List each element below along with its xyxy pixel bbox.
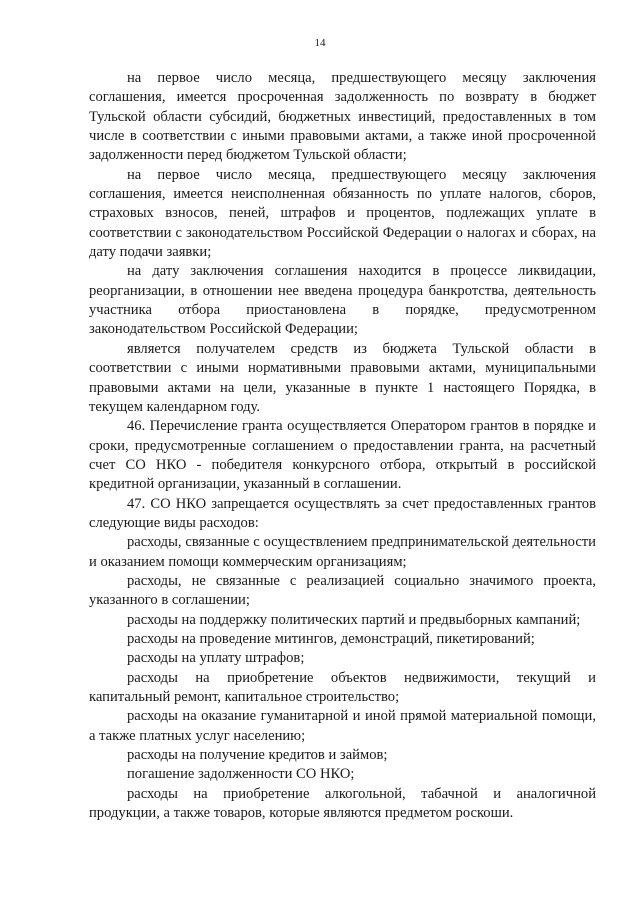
- paragraph-unpaid-taxes: на первое число месяца, предшествующего месяцу заключения соглашения, имеется неисполненная обязанность по уплате налогов, сборов, страховых взносов, пеней, штрафов и процентов, подлежащих уплате в соответствии с законодательством Российской Федерации о налогах и сборах, на дату подачи заявки;: [89, 166, 596, 261]
- paragraph-clause-47: 47. СО НКО запрещается осуществлять за счет предоставленных грантов следующие виды расходов:: [89, 495, 596, 531]
- paragraph-overdue-debt: на первое число месяца, предшествующего месяцу заключения соглашения, имеется просроченная задолженность по возврату в бюджет Тульской области субсидий, бюджетных инвестиций, предоставленных в том числе в соответствии с иными правовыми актами, а также иной просроченной задолженности перед бюджетом Тульской области;: [89, 70, 596, 164]
- page-number: 14: [314, 37, 326, 49]
- list-item-debt-repayment: погашение задолженности СО НКО;: [127, 766, 355, 783]
- list-item-political-support: расходы на поддержку политических партий и предвыборных кампаний;: [127, 611, 581, 628]
- document-body: [89, 69, 596, 823]
- paragraph-clause-46: 46. Перечисление гранта осуществляется Оператором грантов в порядке и сроки, предусмотренные соглашением о предоставлении гранта, на расчетный счет СО НКО - победителя конкурсного отбора, открытый в российской кредитной организации, указанный в соглашении.: [89, 418, 596, 493]
- list-item-loans: расходы на получение кредитов и займов;: [127, 747, 388, 764]
- list-item-business-expenses: расходы, связанные с осуществлением предпринимательской деятельности и оказанием помощи коммерческим организациям;: [89, 534, 596, 570]
- list-item-rallies: расходы на проведение митингов, демонстраций, пикетирований;: [127, 630, 535, 647]
- paragraph-liquidation: на дату заключения соглашения находится в процессе ликвидации, реорганизации, в отношении нее введена процедура банкротства, деятельность участника отбора приостановлена в порядке, предусмотренном законодательством Российской Федерации;: [89, 263, 596, 338]
- list-item-fines: расходы на уплату штрафов;: [127, 650, 305, 667]
- list-item-humanitarian-aid: расходы на оказание гуманитарной и иной прямой материальной помощи, а также платных услуг населению;: [89, 708, 596, 744]
- list-item-unrelated-expenses: расходы, не связанные с реализацией социально значимого проекта, указанного в соглашении;: [89, 572, 596, 609]
- list-item-real-estate: расходы на приобретение объектов недвижимости, текущий и капитальный ремонт, капитальное строительство;: [89, 669, 596, 705]
- paragraph-budget-recipient: является получателем средств из бюджета Тульской области в соответствии с иными нормативными правовыми актами, муниципальными правовыми актами на цели, указанные в пункте 1 настоящего Порядка, в текущем календарном году.: [89, 340, 596, 415]
- list-item-luxury-goods: расходы на приобретение алкогольной, табачной и аналогичной продукции, а также товаров, которые являются предметом роскоши.: [89, 785, 596, 822]
